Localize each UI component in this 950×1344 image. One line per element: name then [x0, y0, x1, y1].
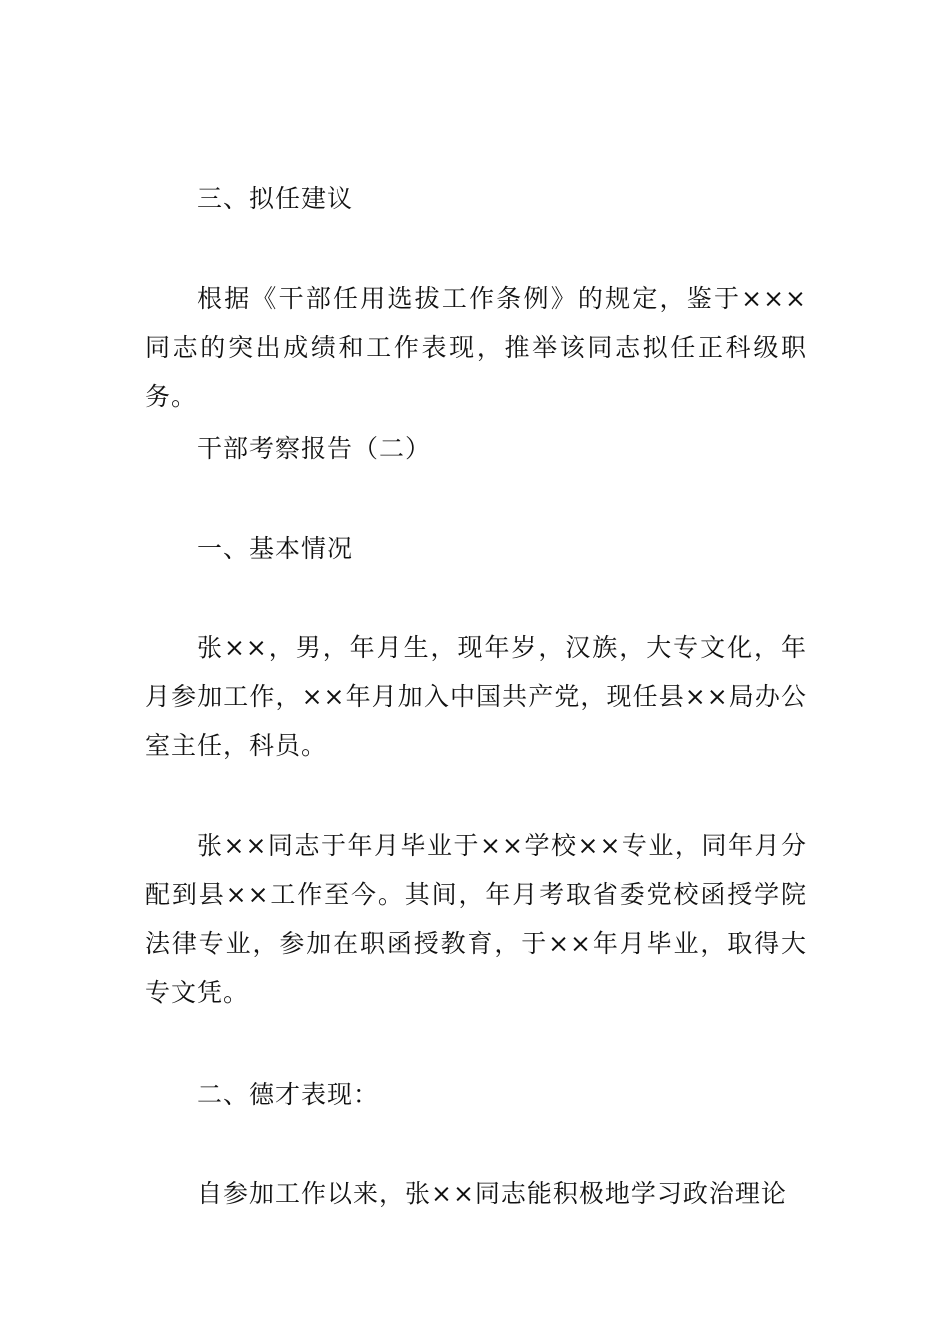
section-1-heading: 一、基本情况: [197, 534, 354, 563]
section-2-heading: 二、德才表现：: [197, 1080, 380, 1109]
section-3-body: 根据《干部任用选拔工作条例》的规定，鉴于×××同志的突出成绩和工作表现，推举该同志拟任正科级职务。: [145, 284, 807, 411]
section-3-heading: 三、拟任建议: [197, 184, 354, 213]
section-2-paragraph-1: 自参加工作以来，张××同志能积极地学习政治理论: [197, 1179, 787, 1208]
section-1-paragraph-1: 张××，男，年月生，现年岁，汉族，大专文化，年月参加工作，××年月加入中国共产党，现任县××局办公室主任，科员。: [145, 633, 807, 760]
section-1-paragraph-2: 张××同志于年月毕业于××学校××专业，同年月分配到县××工作至今。其间，年月考取省委党校函授学院法律专业，参加在职函授教育，于××年月毕业，取得大专文凭。: [145, 831, 807, 1007]
report-title: 干部考察报告（二）: [197, 434, 432, 463]
